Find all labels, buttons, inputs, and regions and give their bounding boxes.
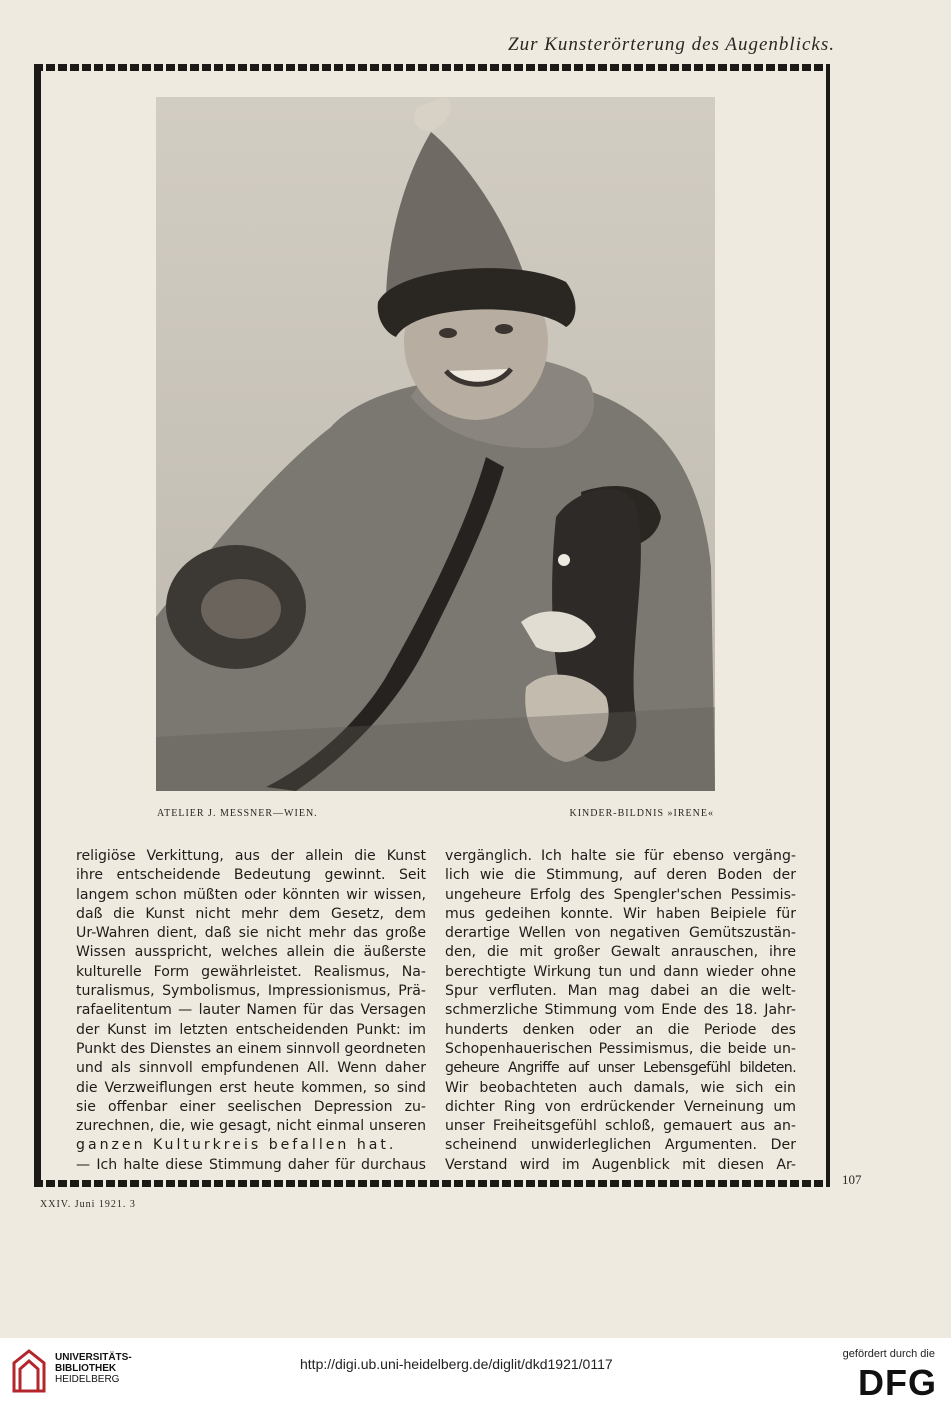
text-line: schmerzliche Stimmung vom Ende des 18. Jahr- xyxy=(445,1002,796,1019)
text-line: Verstand wird im Augenblick mit diesen Ar- xyxy=(445,1156,796,1173)
text-line: langem schon müßten oder könnten wir wissen, xyxy=(76,886,426,903)
text-line: rafaelitentum — lauter Namen für das Versagen xyxy=(76,1002,426,1019)
text-line: Ur-Wahren dient, daß sie nicht mehr das große xyxy=(76,925,426,942)
running-head: Zur Kunsterörterung des Augenblicks. xyxy=(508,34,835,55)
text-line: zurechnen, die, wie gesagt, nicht einmal unseren xyxy=(76,1118,426,1135)
text-line: sie offenbar einer seelischen Depression zu- xyxy=(76,1098,426,1115)
permalink[interactable]: http://digi.ub.uni-heidelberg.de/diglit/dkd1921/0117 xyxy=(300,1356,613,1372)
text-line: Punkt des Dienstes an einem sinnvoll geordneten xyxy=(76,1040,426,1057)
portrait-photo xyxy=(156,97,715,791)
photo-credit: ATELIER J. MESSNER—WIEN. xyxy=(157,808,318,819)
library-name[interactable] xyxy=(55,1352,132,1385)
text-line: scheinend unwiderleglichen Argumenten. Der xyxy=(445,1137,796,1154)
text-line: Schopenhauerischen Pessimismus, die beide un- xyxy=(445,1040,796,1057)
text-line: — Ich halte diese Stimmung daher für durchaus xyxy=(76,1156,426,1173)
text-line: daß die Kunst nicht mehr dem Gesetz, dem xyxy=(76,905,426,922)
text-line: vergänglich. Ich halte sie für ebenso vergäng- xyxy=(445,848,796,864)
text-line: kulturelle Form gewährleistet. Realismus, Na- xyxy=(76,963,426,980)
text-line: den, die mit großer Gewalt anrauschen, ihre xyxy=(445,944,796,961)
text-line: und als sinnvoll empfundenen All. Wenn daher xyxy=(76,1060,426,1077)
text-line: die Verzweiflungen erst heute kommen, so sind xyxy=(76,1079,426,1096)
text-line: unser Freiheitsgefühl schloß, gemauert aus an- xyxy=(445,1118,796,1135)
text-line: ungeheure Erfolg des Spengler'schen Pessimis- xyxy=(445,886,796,903)
digitization-footer xyxy=(0,1338,951,1407)
text-line: geheure Angriffe auf unser Lebensgefühl bildeten. xyxy=(445,1060,796,1077)
text-line: ihre entscheidende Bedeutung gewinnt. Seit xyxy=(76,867,426,884)
text-line: dichter Ring von erdrückender Verneinung um xyxy=(445,1098,796,1115)
page-number: 107 xyxy=(842,1172,862,1187)
library-logo-icon[interactable] xyxy=(10,1349,48,1397)
text-line: der Kunst im letzten entscheidenden Punkt: im xyxy=(76,1021,426,1038)
text-line: berechtigte Wirkung tun und dann wieder ohne xyxy=(445,963,796,980)
dfg-logo[interactable]: DFG xyxy=(858,1362,937,1403)
text-line: turalismus, Symbolismus, Impressionismus, Prä- xyxy=(76,983,426,1000)
library-line: BIBLIOTHEK xyxy=(55,1363,117,1374)
text-line: Spur verfluten. Man mag dabei an die welt- xyxy=(445,983,796,1000)
text-line: religiöse Verkittung, aus der allein die Kunst xyxy=(76,848,426,864)
text-line: ganzen Kulturkreis befallen hat. xyxy=(76,1137,397,1154)
library-line: UNIVERSITÄTS- xyxy=(55,1352,132,1363)
library-line: HEIDELBERG xyxy=(55,1374,120,1385)
text-line: Wissen ausspricht, welches allein die äußerste xyxy=(76,944,426,961)
issue-info: XXIV. Juni 1921. 3 xyxy=(40,1199,136,1210)
funded-by-label: gefördert durch die xyxy=(842,1348,935,1360)
photo-title: KINDER-BILDNIS »IRENE« xyxy=(569,808,714,819)
portrait-illustration xyxy=(156,97,715,791)
text-line: mus gedeihen konnte. Wir haben Beipiele für xyxy=(445,905,796,922)
text-line: hunderts denken oder an die Periode des xyxy=(445,1021,796,1038)
text-line: derartige Wellen von negativen Gemütszustän- xyxy=(445,925,796,942)
text-column-left xyxy=(76,847,426,1175)
text-line: Wir beobachteten auch damals, wie sich ein xyxy=(445,1079,796,1096)
text-line: lich wie die Stimmung, auf deren Boden der xyxy=(445,867,796,884)
text-column-right xyxy=(445,847,796,1175)
